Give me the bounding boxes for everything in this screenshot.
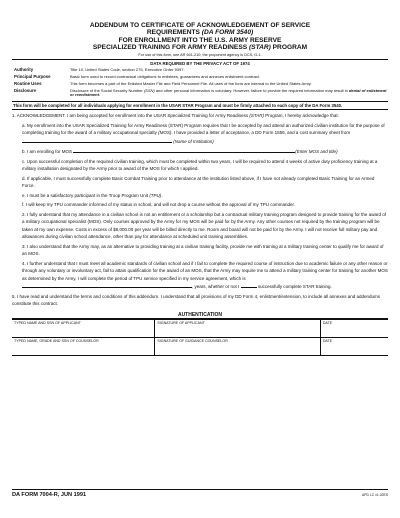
paragraph-1a: a. My enrollment into the USAR Specialized Training for Army Readiness (STAR) Program requires that I be accepted by and attend an authorized civilian institution for the purpose of completing training for the award of a military occupational specialty (MOS). I have provided a letter of acceptance, a DD Form 1556, and a cost summary sheet from (Name of Institution) — [22, 122, 385, 144]
proponent-note: For use of this form, see AR 601-210; the proponent agency is DCS, G-1. — [138, 52, 262, 57]
privacy-label: Routine Uses — [14, 80, 42, 86]
title-line-4: SPECIALIZED TRAINING FOR ARMY READINESS (STAR) PROGRAM — [92, 44, 308, 52]
paragraph-4: 4. I further understand that I must meet all academic standards of civilian school and if I fail to complete the required course of instruction due to academic failure or any other reason or through any voluntary or involuntary act, fail to attain qualification for the award of an MOS, that the Army may require me to attend a military training center for training for another MOS as determined by the Army. I will complete the period of TPU service specified in my service agreement, which is , years, whether or not I successfully complete STAR training. — [22, 260, 388, 290]
privacy-row-authority — [12, 68, 388, 73]
privacy-text: Basic form used to record contractual obligations to enlistees, guarantees and annexes enlistment contract. — [70, 73, 260, 79]
apd-version: APD LC v1.02ES — [361, 493, 388, 497]
paragraph-1e: e. I must be a satisfactory participant in the Troop Program Unit (TPU). — [22, 192, 163, 198]
privacy-row-disclosure — [12, 89, 388, 99]
applicant-signature-field[interactable]: SIGNATURE OF APPLICANT — [155, 319, 320, 337]
paragraph-1d: d. If applicable, I must successfully complete Basic Combat Training prior to attendance at the institution listed above, if I have not already completed Basic Training for an Armed Force. — [22, 175, 375, 189]
privacy-text: This form becomes a part of the Enlisted Master File and Field Personnel File. All uses of the form are internal to the United States Army. — [70, 80, 312, 86]
paragraph-3: 3. I also understand that the Army may, as an alternative to providing training at a civilian training facility, provide me with training at a military training center to qualify me for award of an MOS. — [22, 243, 384, 257]
tpu-service-years-field[interactable] — [22, 282, 192, 288]
privacy-text: Title 10, United States Code, section 275, Executive Order 9397. — [70, 67, 185, 73]
title-line-2: REQUIREMENTS (DA FORM 3540) — [146, 29, 254, 37]
form-number: DA FORM 7004-R, JUN 1991 — [12, 492, 87, 498]
privacy-row-routine-uses — [12, 82, 388, 87]
paragraph-1: 1. ACKNOWLEDGEMENT. I am being accepted for enrollment into the USAR Specialized Training for Army Readiness (STAR) Program, I hereby acknowledge that: — [12, 113, 339, 119]
applicant-name-ssn-field[interactable]: TYPED NAME AND SSN OF APPLICANT — [12, 319, 155, 337]
title-line-1: ADDENDUM TO CERTIFICATE OF ACKNOWLEDGEMENT OF SERVICE — [89, 22, 311, 29]
counselor-date-field[interactable]: DATE — [320, 337, 388, 355]
form-title — [12, 22, 388, 52]
paragraph-1b: b. I am enrolling for MOS (Enter MOS and title) — [22, 149, 338, 155]
counselor-name-grade-ssn-field[interactable]: TYPED NAME, GRADE AND SSN OF COUNSELOR — [12, 337, 155, 355]
institution-name-field[interactable] — [22, 137, 172, 143]
paragraph-5: 5. I have read and understand the terms and conditions of this addendum. I understand that all provisions of my DD Form 4, enlistment/extension, to include all annexes and addendums constitute this contract. — [12, 293, 380, 307]
privacy-label: Authority — [14, 67, 34, 73]
privacy-row-purpose — [12, 75, 388, 80]
mos-field[interactable] — [73, 147, 295, 153]
paragraph-2: 2. I fully understand that my attendance in a civilian school is not an entitlement or a scholarship but a contractual military training program designed to provide training for the award of a military occupational specialist (MOS). Only courses approved by the Army for my MOS will be paid for by the Army. Any other courses not required by the training program will be taken at my own expense. Costs in excess of $6,000.00 per year will be billed directly to me. Room and board will not be paid for by the Army. I will not receive full military pay and allowances during civilian school attendance, other than pay for attendance at scheduled unit training assemblies. — [22, 211, 386, 240]
privacy-label: Disclosure — [14, 87, 36, 93]
paragraph-1c: c. Upon successful completion of the required civilian training, which must be completed within two years, I will be required to attend 4 weeks of active duty proficiency training at a military installation designated by the Army prior to award of the MOS for which I applied. — [22, 158, 378, 172]
tpu-service-extra-field[interactable] — [241, 282, 257, 288]
title-line-3: FOR ENROLLMENT INTO THE U.S. ARMY RESERVE — [118, 36, 282, 44]
applicant-date-field[interactable]: DATE — [320, 319, 388, 337]
privacy-act-heading: DATA REQUIRED BY THE PRIVACY ACT OF 1974 — [12, 59, 388, 67]
institution-hint: (Name of Institution) — [173, 138, 214, 144]
authentication-table — [12, 319, 388, 356]
form-footer — [12, 489, 388, 498]
completion-instruction: This form will be completed for all individuals applying for enrollment in the USAR STAR Program and must be firmly attached to each copy of the DA Form 3540. — [12, 101, 388, 110]
counselor-signature-field[interactable]: SIGNATURE OF GUIDANCE COUNSELOR — [155, 337, 320, 355]
paragraph-1f: f. I will keep my TPU commander informed of my status in school, and will not drop a course without the approval of my TPU commander. — [22, 202, 295, 208]
authentication-heading: AUTHENTICATION — [12, 312, 388, 319]
privacy-text: Disclosure of the Social Security Number (SSN) and other personal information is voluntary. However, failure to provide the required information may result in denial of enlistment or reenlistment. — [70, 87, 387, 98]
privacy-label: Principal Purpose — [14, 73, 51, 79]
table-row — [12, 319, 388, 337]
table-row — [12, 337, 388, 355]
mos-hint: (Enter MOS and title) — [295, 149, 338, 155]
